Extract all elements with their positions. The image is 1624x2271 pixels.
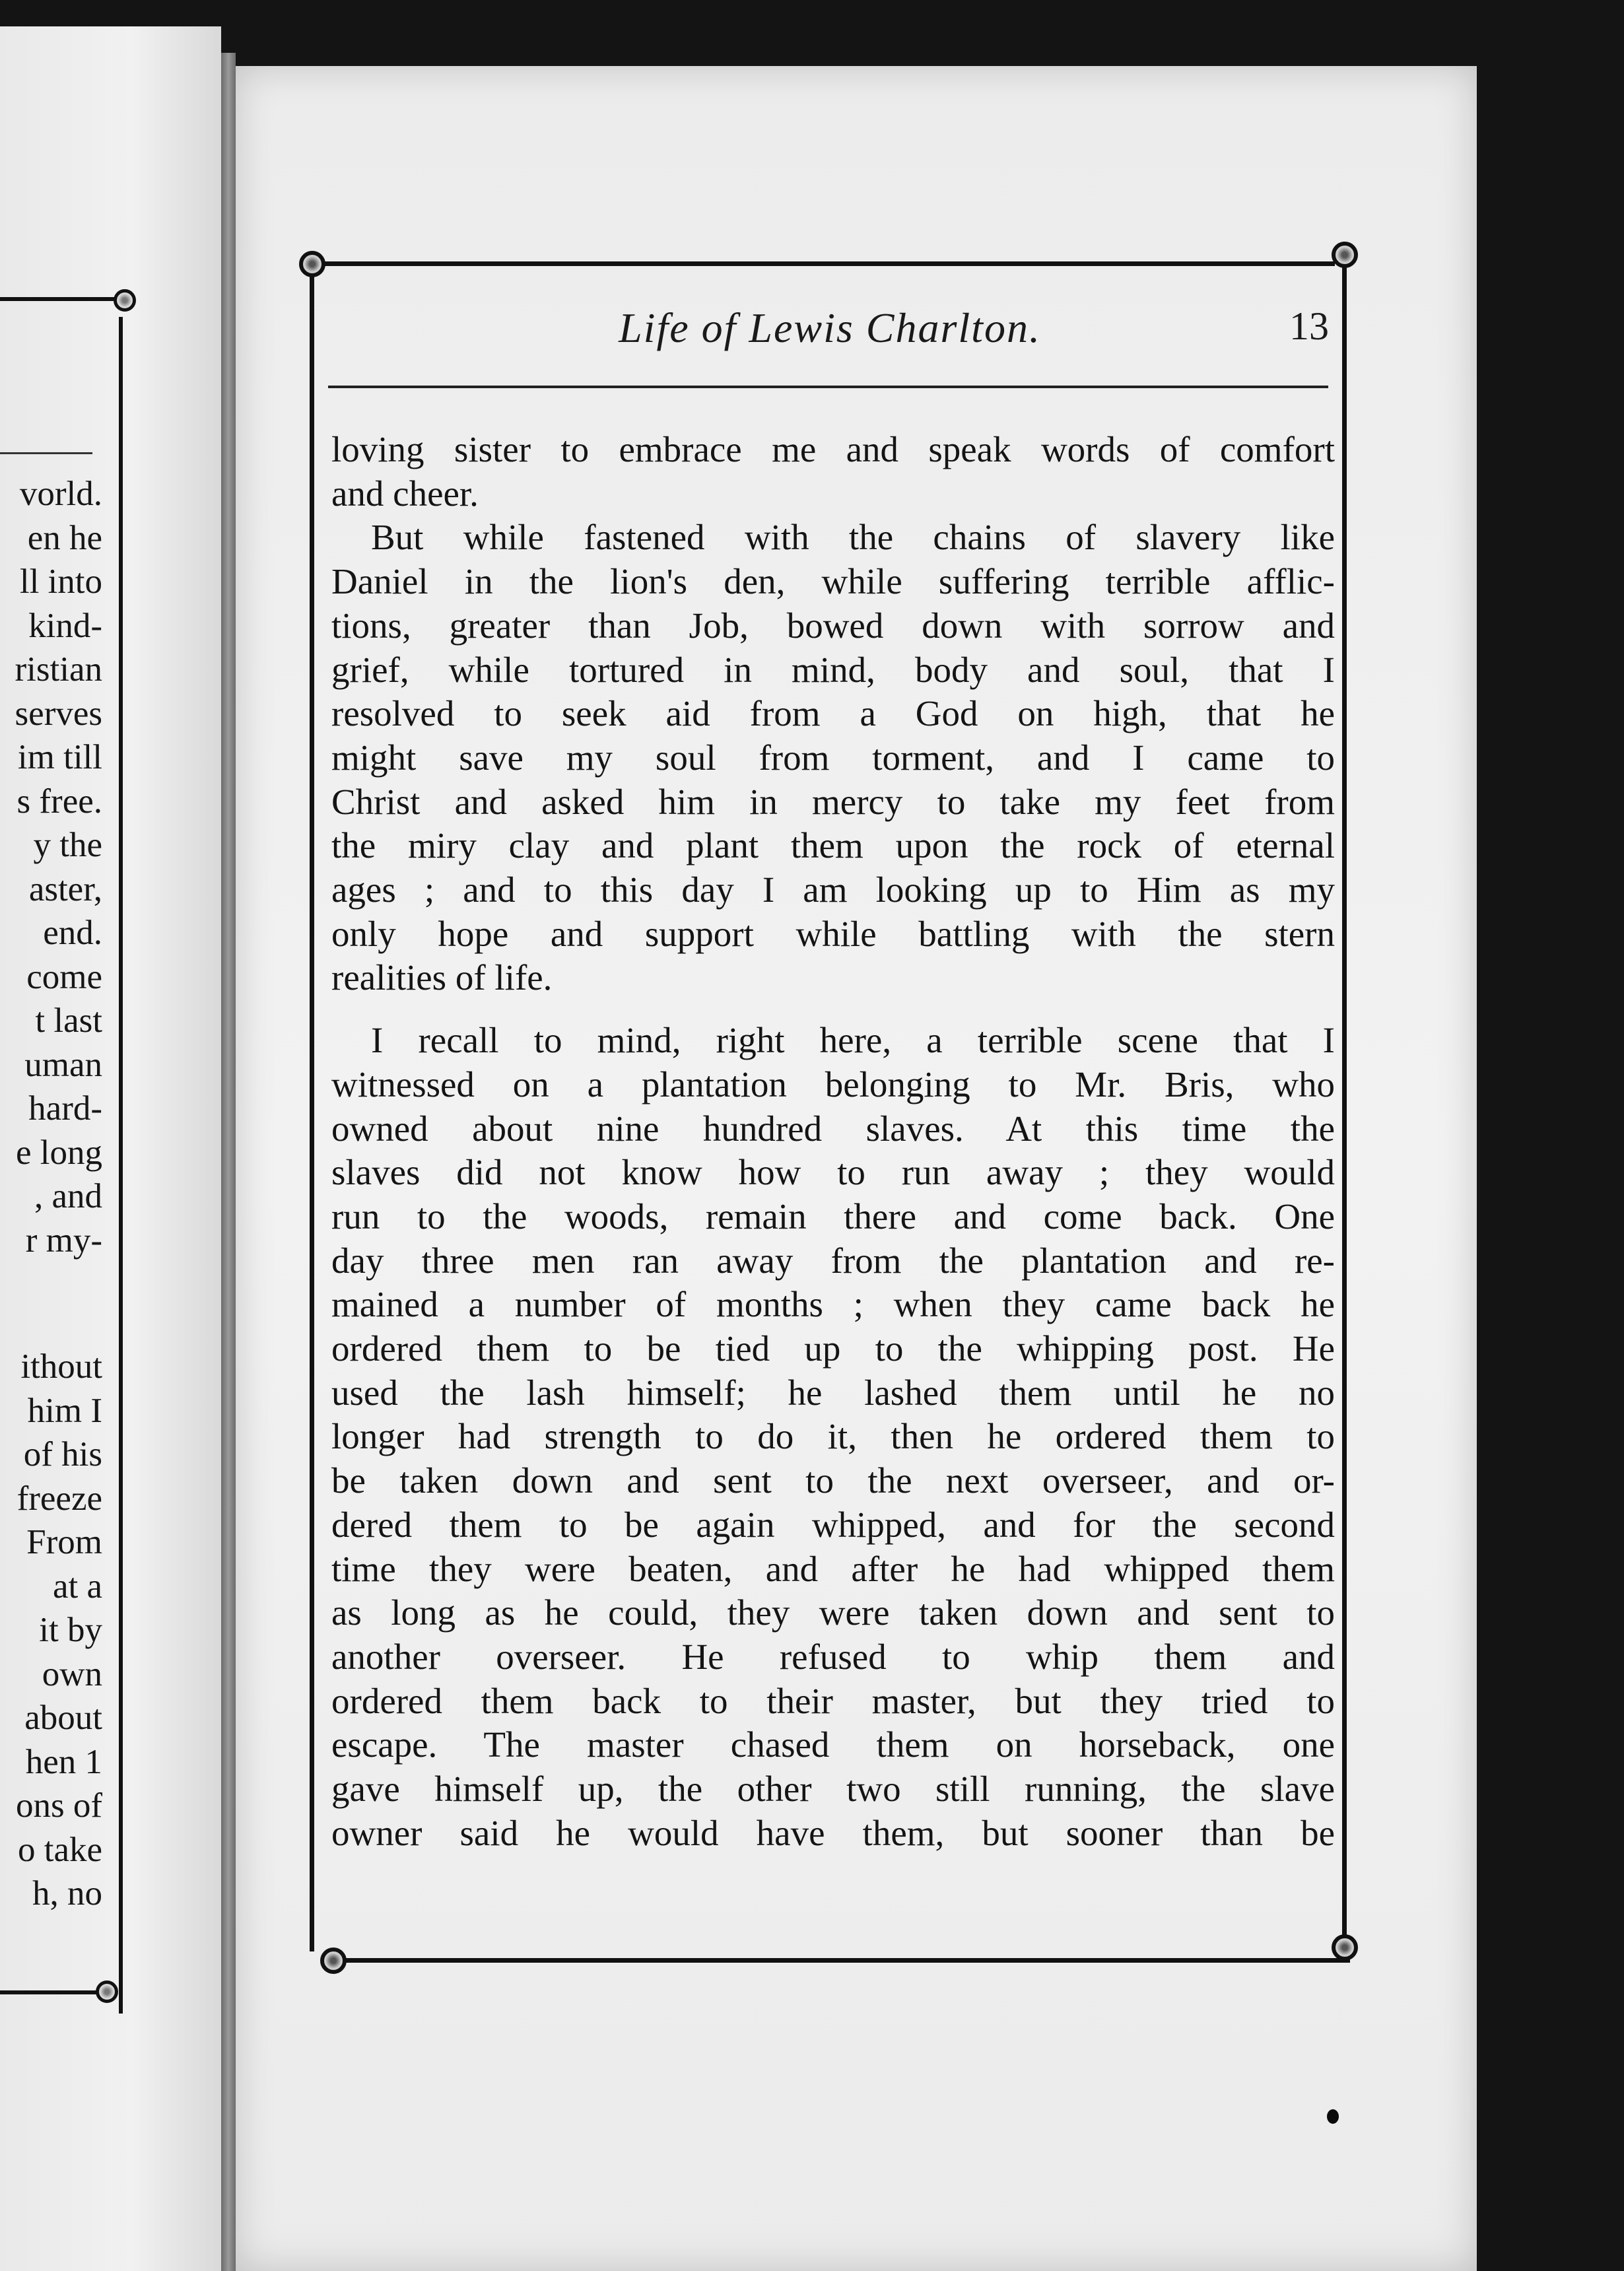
left-text-line: at a bbox=[52, 1567, 102, 1606]
text-line: realities of life. bbox=[331, 957, 553, 998]
text-line: dered them to be again whipped, and for the second bbox=[331, 1504, 1335, 1545]
left-text-line: im till bbox=[17, 738, 102, 776]
left-text-line: e long bbox=[16, 1133, 102, 1172]
page-number: 13 bbox=[1289, 304, 1329, 348]
text-line: witnessed on a plantation belonging to Mr. Bris, who bbox=[331, 1064, 1335, 1104]
frame-top-border bbox=[321, 261, 1335, 266]
left-text-line: hen 1 bbox=[25, 1742, 102, 1781]
text-line: longer had strength to do it, then he ordered them to bbox=[331, 1416, 1335, 1457]
running-title: Life of Lewis Charlton. bbox=[619, 304, 1041, 351]
text-line: time they were beaten, and after he had whipped them bbox=[331, 1548, 1335, 1589]
paragraph-gap bbox=[331, 1000, 1335, 1019]
text-line: only hope and support while battling with the stern bbox=[331, 913, 1335, 954]
left-text-line: o take bbox=[17, 1830, 102, 1869]
left-text-line: of his bbox=[23, 1435, 102, 1474]
paragraph bbox=[331, 516, 1335, 1000]
left-text-line: it by bbox=[39, 1611, 102, 1649]
frame-knob-bottom-left bbox=[320, 1948, 347, 1974]
frame-knob-top-right bbox=[1332, 242, 1358, 268]
paragraph bbox=[331, 428, 1335, 516]
previous-page-fragment bbox=[0, 26, 221, 2271]
text-line: Daniel in the lion's den, while suffering terrible afflic- bbox=[331, 561, 1335, 602]
left-text-line: about bbox=[24, 1699, 102, 1737]
text-line: as long as he could, they were taken down and sent to bbox=[331, 1592, 1335, 1633]
text-line: day three men ran away from the plantation and re- bbox=[331, 1240, 1335, 1281]
left-text-line: serves bbox=[15, 694, 102, 733]
left-frame-top bbox=[0, 297, 125, 301]
left-text-line: uman bbox=[24, 1045, 102, 1084]
text-line: ordered them back to their master, but they tried to bbox=[331, 1680, 1335, 1721]
left-text-line: him I bbox=[27, 1391, 102, 1430]
left-text-line: y the bbox=[33, 826, 102, 864]
text-line: ages ; and to this day I am looking up to Him as my bbox=[331, 869, 1335, 910]
running-header bbox=[328, 304, 1332, 363]
text-line: used the lash himself; he lashed them until he no bbox=[331, 1372, 1335, 1413]
text-line: Christ and asked him in mercy to take my feet from bbox=[331, 781, 1335, 822]
paragraph bbox=[331, 1019, 1335, 1855]
frame-bottom-border bbox=[333, 1958, 1350, 1963]
left-text-line: r my- bbox=[25, 1221, 102, 1260]
text-line: resolved to seek aid from a God on high, that he bbox=[331, 693, 1335, 734]
text-line: and cheer. bbox=[331, 473, 479, 514]
left-text-line: , and bbox=[34, 1177, 102, 1215]
book-gutter bbox=[221, 53, 236, 2271]
left-text-line: freeze bbox=[17, 1479, 102, 1518]
left-text-gap bbox=[0, 1262, 102, 1345]
book-page bbox=[236, 66, 1477, 2271]
text-line: escape. The master chased them on horseback, one bbox=[331, 1724, 1335, 1765]
left-text-line: kind- bbox=[28, 606, 102, 645]
left-text-line: vorld. bbox=[19, 475, 102, 513]
left-text-line: ons of bbox=[15, 1786, 102, 1825]
left-frame-knob-top bbox=[114, 289, 136, 312]
text-line: grief, while tortured in mind, body and soul, that I bbox=[331, 649, 1335, 690]
left-text-line: ll into bbox=[19, 562, 102, 601]
text-line: be taken down and sent to the next overseer, and or- bbox=[331, 1460, 1335, 1501]
left-text-line: s free. bbox=[17, 782, 102, 821]
frame-knob-bottom-right bbox=[1332, 1934, 1358, 1961]
left-text-line: en he bbox=[27, 518, 102, 557]
left-header-rule bbox=[0, 452, 92, 454]
left-text-line: t last bbox=[35, 1001, 102, 1040]
text-line: owner said he would have them, but sooner than be bbox=[331, 1812, 1335, 1853]
text-line: run to the woods, remain there and come back. One bbox=[331, 1196, 1335, 1237]
frame-left-border bbox=[310, 275, 314, 1951]
text-line: tions, greater than Job, bowed down with sorrow and bbox=[331, 605, 1335, 646]
text-line: mained a number of months ; when they came back he bbox=[331, 1284, 1335, 1325]
left-text-line: own bbox=[42, 1654, 102, 1693]
left-text-line: end. bbox=[43, 914, 102, 952]
left-page-text bbox=[0, 472, 102, 1916]
frame-knob-top-left bbox=[299, 251, 325, 277]
left-text-line: h, no bbox=[32, 1874, 102, 1913]
header-rule bbox=[328, 386, 1328, 388]
left-text-line: From bbox=[26, 1523, 102, 1561]
text-line: ordered them to be tied up to the whipping post. He bbox=[331, 1328, 1335, 1369]
text-line: slaves did not know how to run away ; they would bbox=[331, 1152, 1335, 1193]
text-line: gave himself up, the other two still running, the slave bbox=[331, 1769, 1335, 1810]
left-frame-knob-bottom bbox=[96, 1981, 118, 2003]
text-line: the miry clay and plant them upon the rock of eternal bbox=[331, 825, 1335, 866]
text-line: owned about nine hundred slaves. At this time the bbox=[331, 1108, 1335, 1149]
frame-right-border bbox=[1342, 257, 1347, 1944]
left-text-line: aster, bbox=[28, 869, 102, 908]
text-line: But while fastened with the chains of slavery like bbox=[371, 517, 1335, 558]
text-line: another overseer. He refused to whip them and bbox=[331, 1636, 1335, 1677]
left-text-line: come bbox=[26, 957, 102, 996]
body-text bbox=[331, 428, 1335, 1856]
left-frame-right bbox=[119, 317, 123, 2014]
left-text-line: ithout bbox=[20, 1347, 102, 1386]
text-line: loving sister to embrace me and speak words of comfort bbox=[331, 429, 1335, 469]
left-text-line: ristian bbox=[15, 650, 102, 689]
left-text-line: hard- bbox=[28, 1089, 102, 1128]
text-line: I recall to mind, right here, a terrible scene that I bbox=[371, 1020, 1335, 1061]
text-line: might save my soul from torment, and I came to bbox=[331, 737, 1335, 778]
ink-speck bbox=[1327, 2109, 1339, 2124]
